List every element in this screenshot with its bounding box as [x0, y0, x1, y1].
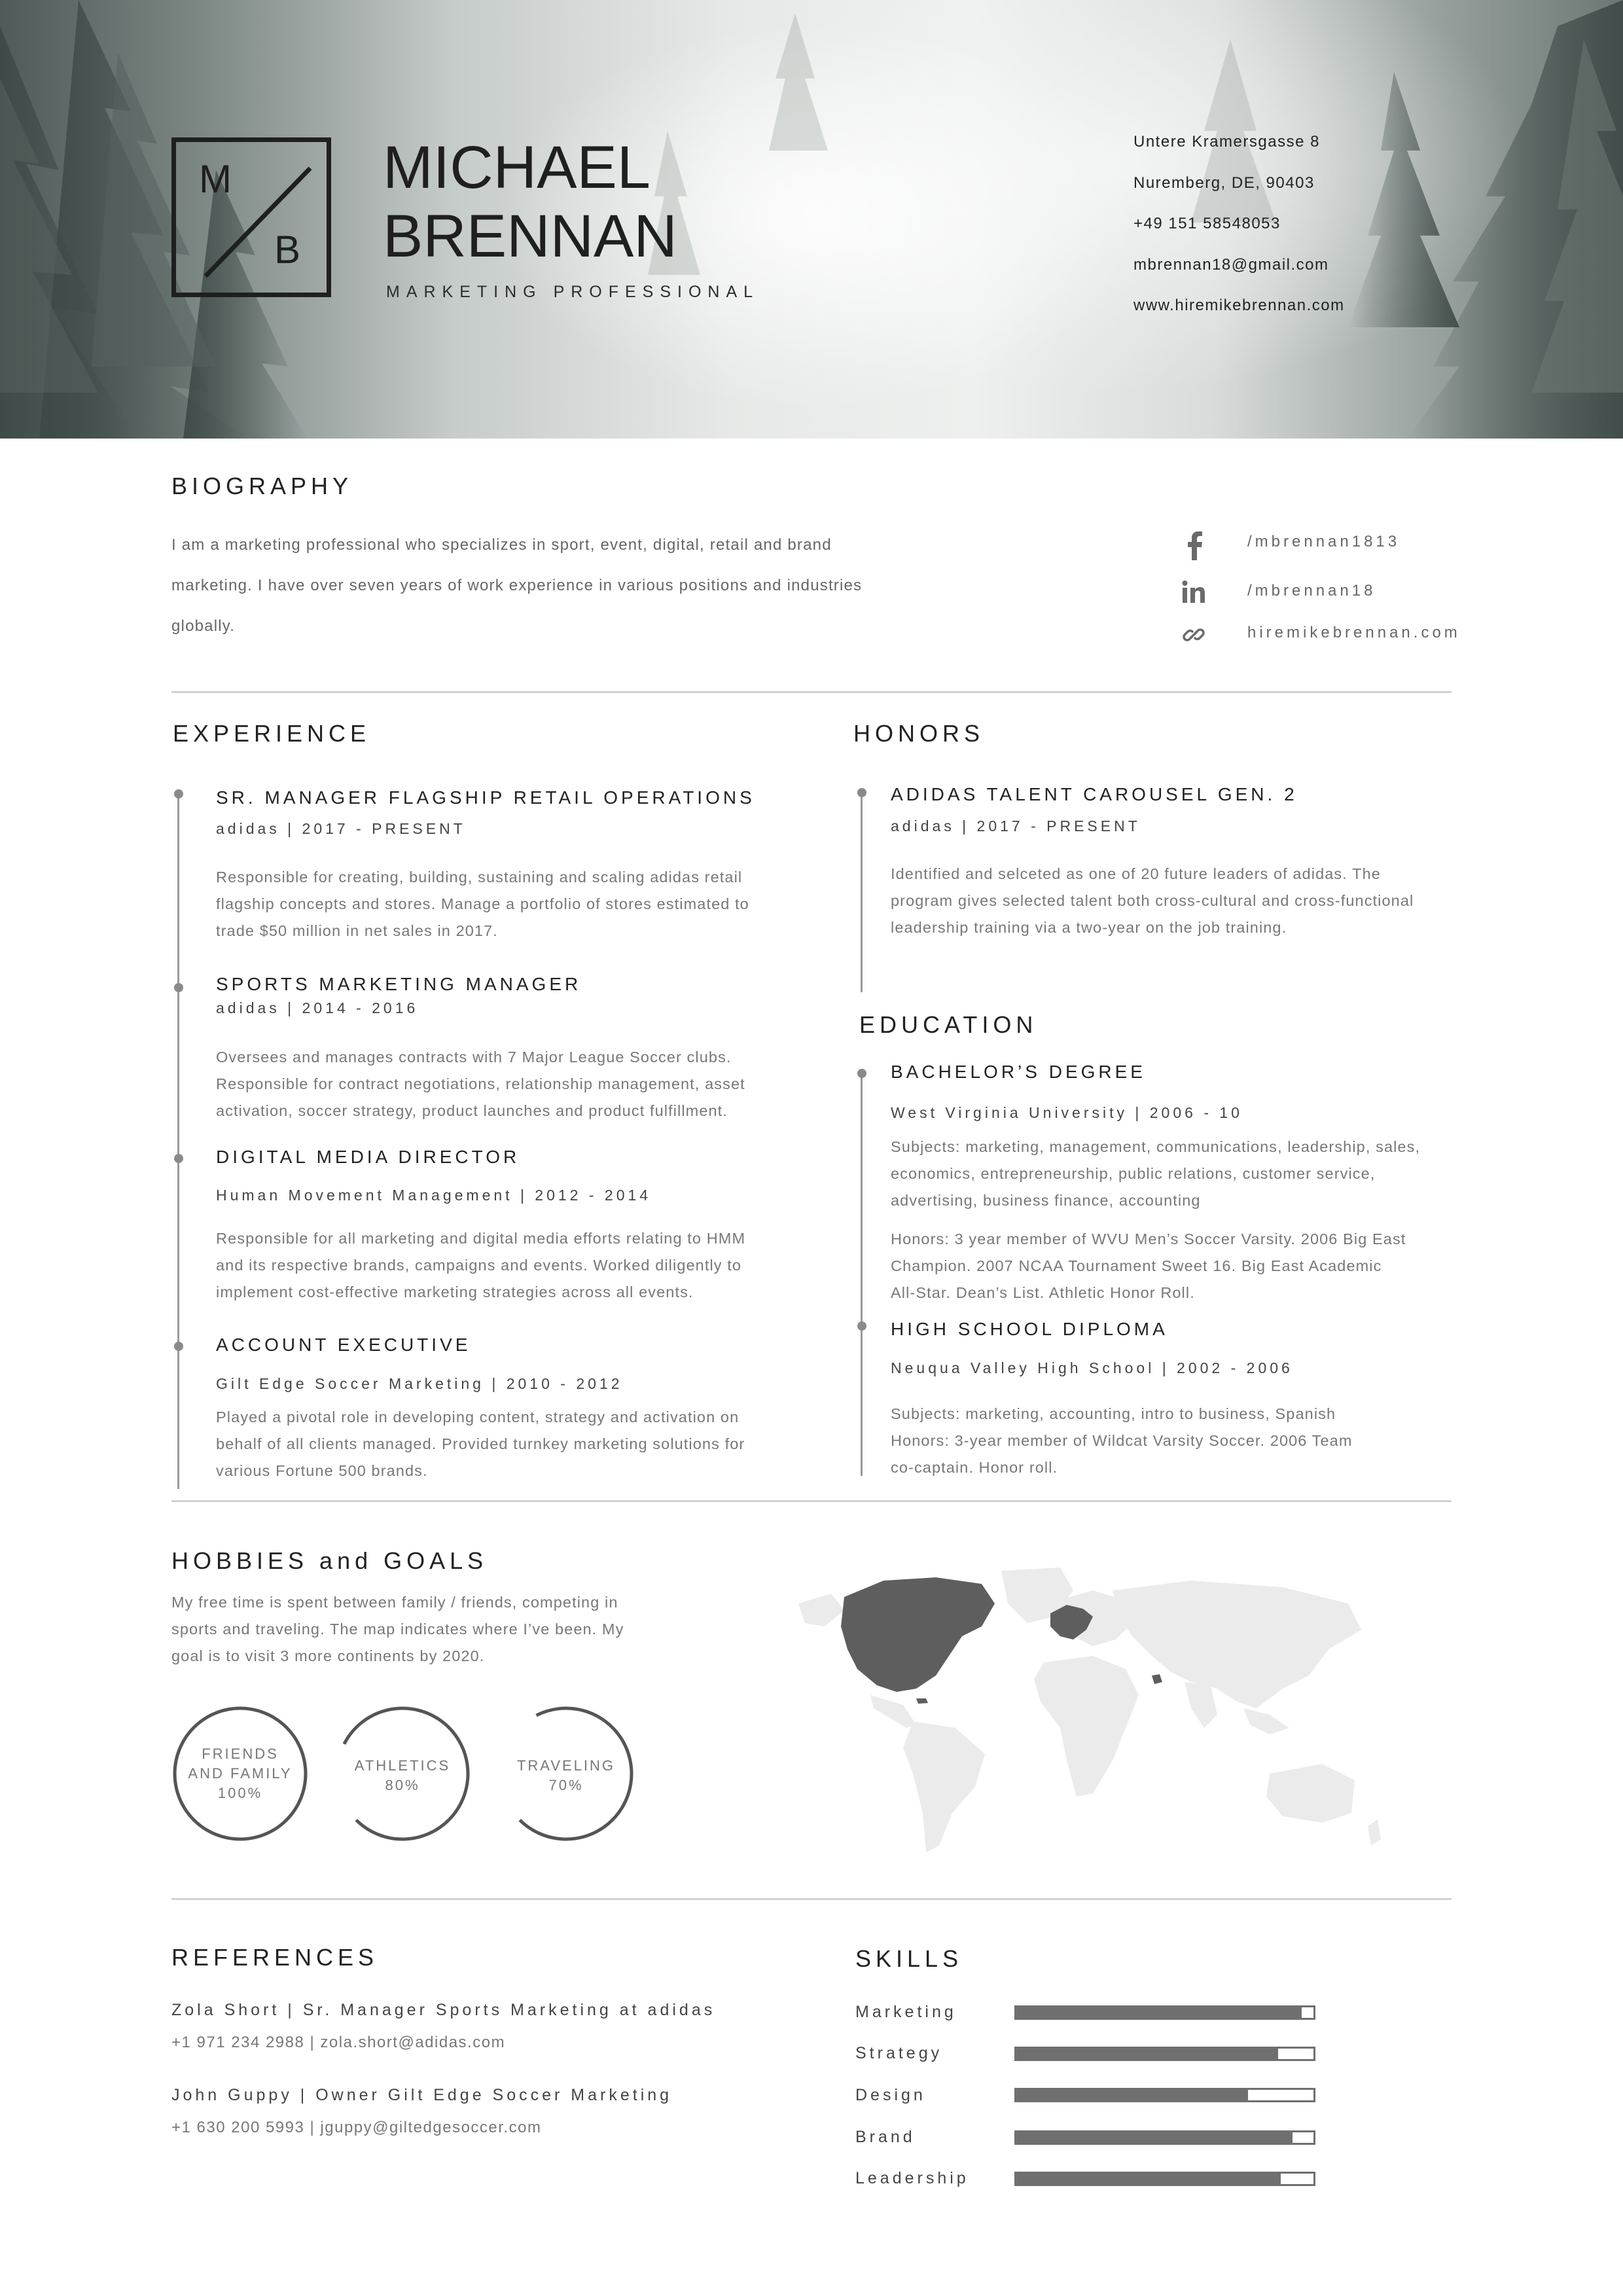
map-middle-east-visited — [1152, 1674, 1162, 1684]
description-line: Oversees and manages contracts with 7 Major League Soccer clubs. — [216, 1049, 732, 1066]
experience-1-title: SR. MANAGER FLAGSHIP RETAIL OPERATIONS — [216, 787, 755, 808]
description-line: All-Star. Dean’s List. Athletic Honor Roll. — [891, 1284, 1195, 1301]
biography-line: I am a marketing professional who specializes in sport, event, digital, retail and brand — [171, 536, 832, 554]
map-asia — [1113, 1581, 1361, 1708]
experience-4-title: ACCOUNT EXECUTIVE — [216, 1335, 471, 1355]
description-line: activation, soccer strategy, product launches and product fulfillment. — [216, 1102, 728, 1119]
skill-fill — [1016, 2007, 1302, 2018]
skill-bar-brand — [1014, 2130, 1315, 2145]
description-line: behalf of all clients managed. Provided turnkey marketing solutions for — [216, 1435, 745, 1452]
reference-2-name: John Guppy | Owner Gilt Edge Soccer Marketing — [171, 2086, 673, 2104]
honor-1-description — [891, 861, 1414, 941]
job-subtitle: MARKETING PROFESSIONAL — [386, 283, 760, 301]
honor-1-meta: adidas | 2017 - PRESENT — [891, 817, 1141, 834]
map-north-america-visited — [841, 1577, 995, 1692]
education-1-honors — [891, 1226, 1406, 1306]
contact-website[interactable]: www.hiremikebrennan.com — [1133, 296, 1345, 314]
description-line: Responsible for contract negotiations, relationship management, asset — [216, 1075, 745, 1092]
map-africa — [1034, 1656, 1139, 1797]
skill-fill — [1016, 2090, 1248, 2100]
map-central-america — [870, 1695, 916, 1728]
section-divider — [171, 1898, 1452, 1900]
link-icon[interactable] — [1182, 623, 1205, 647]
contact-address: Untere Kramersgasse 8 — [1133, 133, 1320, 151]
description-line: My free time is spent between family / friends, competing in — [171, 1594, 618, 1611]
timeline-dot — [857, 1069, 866, 1078]
experience-2-title: SPORTS MARKETING MANAGER — [216, 974, 582, 994]
skill-bar-design — [1014, 2088, 1315, 2102]
linkedin-handle[interactable]: /mbrennan18 — [1247, 582, 1376, 600]
monogram-slash-icon — [176, 142, 327, 293]
name-last: BRENNAN — [383, 203, 677, 270]
education-1-subjects — [891, 1134, 1420, 1214]
education-title: EDUCATION — [859, 1011, 1038, 1038]
education-1-title: BACHELOR’S DEGREE — [891, 1062, 1146, 1082]
section-divider — [171, 691, 1452, 693]
hobby-label: TRAVELING — [516, 1757, 616, 1774]
description-line: program gives selected talent both cross-cultural and cross-functional — [891, 892, 1414, 909]
biography-title: BIOGRAPHY — [171, 473, 353, 499]
timeline-dot — [857, 788, 866, 797]
biography-line: marketing. I have over seven years of work experience in various positions and industries — [171, 577, 863, 594]
description-line: sports and traveling. The map indicates where I’ve been. My — [171, 1621, 624, 1638]
timeline-dot — [174, 1342, 183, 1351]
skill-fill — [1016, 2132, 1293, 2143]
skill-label: Marketing — [855, 2003, 957, 2021]
hobby-value: 100% — [217, 1785, 263, 1801]
experience-3-title: DIGITAL MEDIA DIRECTOR — [216, 1147, 520, 1167]
description-line: Played a pivotal role in developing content, strategy and activation on — [216, 1408, 740, 1426]
experience-timeline — [177, 792, 179, 1489]
description-line: goal is to visit 3 more continents by 2020. — [171, 1647, 485, 1664]
monogram-logo — [171, 137, 331, 297]
honor-1-title: ADIDAS TALENT CAROUSEL GEN. 2 — [891, 784, 1298, 804]
description-line: co-captain. Honor roll. — [891, 1459, 1058, 1476]
hobby-circle-friends — [171, 1705, 309, 1842]
hobby-label: AND FAMILY — [188, 1765, 293, 1782]
map-south-america — [903, 1721, 985, 1852]
biography-line: globally. — [171, 617, 236, 635]
hobby-circle-athletics — [334, 1705, 471, 1842]
honors-timeline — [861, 791, 863, 992]
description-line: Honors: 3-year member of Wildcat Varsity Soccer. 2006 Team — [891, 1432, 1353, 1449]
education-2-description — [891, 1401, 1353, 1481]
description-line: Champion. 2007 NCAA Tournament Sweet 16. Big East Academic — [891, 1257, 1382, 1274]
experience-3-meta: Human Movement Management | 2012 - 2014 — [216, 1187, 652, 1204]
description-line: leadership training via a two-year on the job training. — [891, 919, 1287, 936]
skill-bar-leadership — [1014, 2172, 1315, 2186]
map-australia — [1266, 1764, 1355, 1823]
description-line: advertising, business finance, accounting — [891, 1192, 1201, 1209]
education-1-meta: West Virginia University | 2006 - 10 — [891, 1104, 1243, 1121]
experience-1-meta: adidas | 2017 - PRESENT — [216, 820, 466, 837]
hobbies-description — [171, 1589, 624, 1670]
biography-text — [171, 531, 1022, 653]
description-line: Subjects: marketing, management, communications, leadership, sales, — [891, 1138, 1421, 1155]
map-caribbean-visited — [916, 1698, 928, 1704]
reference-1-contact[interactable]: +1 971 234 2988 | zola.short@adidas.com — [171, 2034, 506, 2051]
description-line: Responsible for creating, building, sustaining and scaling adidas retail — [216, 869, 743, 886]
monogram-first-letter: M — [199, 157, 232, 201]
world-map — [785, 1564, 1400, 1865]
hobby-value: 80% — [385, 1777, 420, 1793]
experience-4-description — [216, 1404, 745, 1484]
skill-bar-strategy — [1014, 2047, 1315, 2061]
experience-2-description — [216, 1044, 745, 1124]
experience-1-description — [216, 864, 749, 944]
skill-label: Strategy — [855, 2044, 943, 2062]
description-line: economics, entrepreneurship, public relations, customer service, — [891, 1165, 1376, 1182]
linkedin-icon[interactable] — [1182, 580, 1205, 603]
description-line: Subjects: marketing, accounting, intro to business, Spanish — [891, 1405, 1336, 1422]
timeline-dot — [174, 1154, 183, 1163]
website-handle[interactable]: hiremikebrennan.com — [1247, 624, 1461, 641]
skill-fill — [1016, 2049, 1278, 2059]
facebook-handle[interactable]: /mbrennan1813 — [1247, 533, 1400, 550]
skill-bar-marketing — [1014, 2005, 1315, 2020]
references-title: REFERENCES — [171, 1944, 379, 1971]
section-divider — [171, 1500, 1452, 1502]
education-timeline — [861, 1073, 863, 1476]
description-line: implement cost-effective marketing strategies across all events. — [216, 1283, 694, 1300]
education-2-title: HIGH SCHOOL DIPLOMA — [891, 1319, 1168, 1339]
skill-fill — [1016, 2174, 1281, 2184]
hobby-value: 70% — [548, 1777, 584, 1793]
skill-label: Leadership — [855, 2169, 969, 2187]
description-line: Responsible for all marketing and digital media efforts relating to HMM — [216, 1230, 746, 1247]
hobby-label: FRIENDS — [202, 1746, 279, 1762]
education-2-meta: Neuqua Valley High School | 2002 - 2006 — [891, 1359, 1293, 1376]
experience-4-meta: Gilt Edge Soccer Marketing | 2010 - 2012 — [216, 1375, 623, 1392]
name-first: MICHAEL — [383, 134, 651, 201]
header-banner — [0, 0, 1623, 439]
honors-title: HONORS — [853, 720, 985, 747]
description-line: flagship concepts and stores. Manage a portfolio of stores estimated to — [216, 895, 749, 912]
hobby-label: ATHLETICS — [354, 1757, 451, 1774]
skill-label: Design — [855, 2086, 926, 2104]
experience-3-description — [216, 1225, 745, 1306]
experience-title: EXPERIENCE — [173, 720, 371, 747]
map-southeast-asia — [1243, 1708, 1289, 1734]
description-line: and its respective brands, campaigns and events. Worked diligently to — [216, 1257, 742, 1274]
timeline-dot — [174, 983, 183, 992]
skills-title: SKILLS — [855, 1945, 963, 1972]
map-new-zealand — [1368, 1820, 1381, 1846]
contact-email[interactable]: mbrennan18@gmail.com — [1133, 256, 1329, 274]
contact-phone[interactable]: +49 151 58548053 — [1133, 215, 1281, 232]
description-line: Honors: 3 year member of WVU Men’s Soccer Varsity. 2006 Big East — [891, 1230, 1406, 1247]
hobbies-title: HOBBIES and GOALS — [171, 1547, 488, 1574]
description-line: Identified and selceted as one of 20 future leaders of adidas. The — [891, 865, 1381, 882]
hobby-circle-traveling — [497, 1705, 635, 1842]
map-india — [1185, 1682, 1217, 1728]
description-line: various Fortune 500 brands. — [216, 1462, 428, 1479]
timeline-dot — [174, 789, 183, 798]
reference-2-contact[interactable]: +1 630 200 5993 | jguppy@giltedgesoccer.com — [171, 2119, 542, 2136]
contact-city: Nuremberg, DE, 90403 — [1133, 174, 1315, 192]
skill-label: Brand — [855, 2128, 916, 2146]
timeline-dot — [857, 1321, 866, 1331]
map-alaska — [798, 1594, 844, 1626]
monogram-last-letter: B — [274, 228, 301, 272]
reference-1-name: Zola Short | Sr. Manager Sports Marketing at adidas — [171, 2001, 716, 2019]
experience-2-meta: adidas | 2014 - 2016 — [216, 999, 419, 1016]
description-line: trade $50 million in net sales in 2017. — [216, 922, 498, 939]
facebook-icon[interactable] — [1185, 531, 1204, 560]
